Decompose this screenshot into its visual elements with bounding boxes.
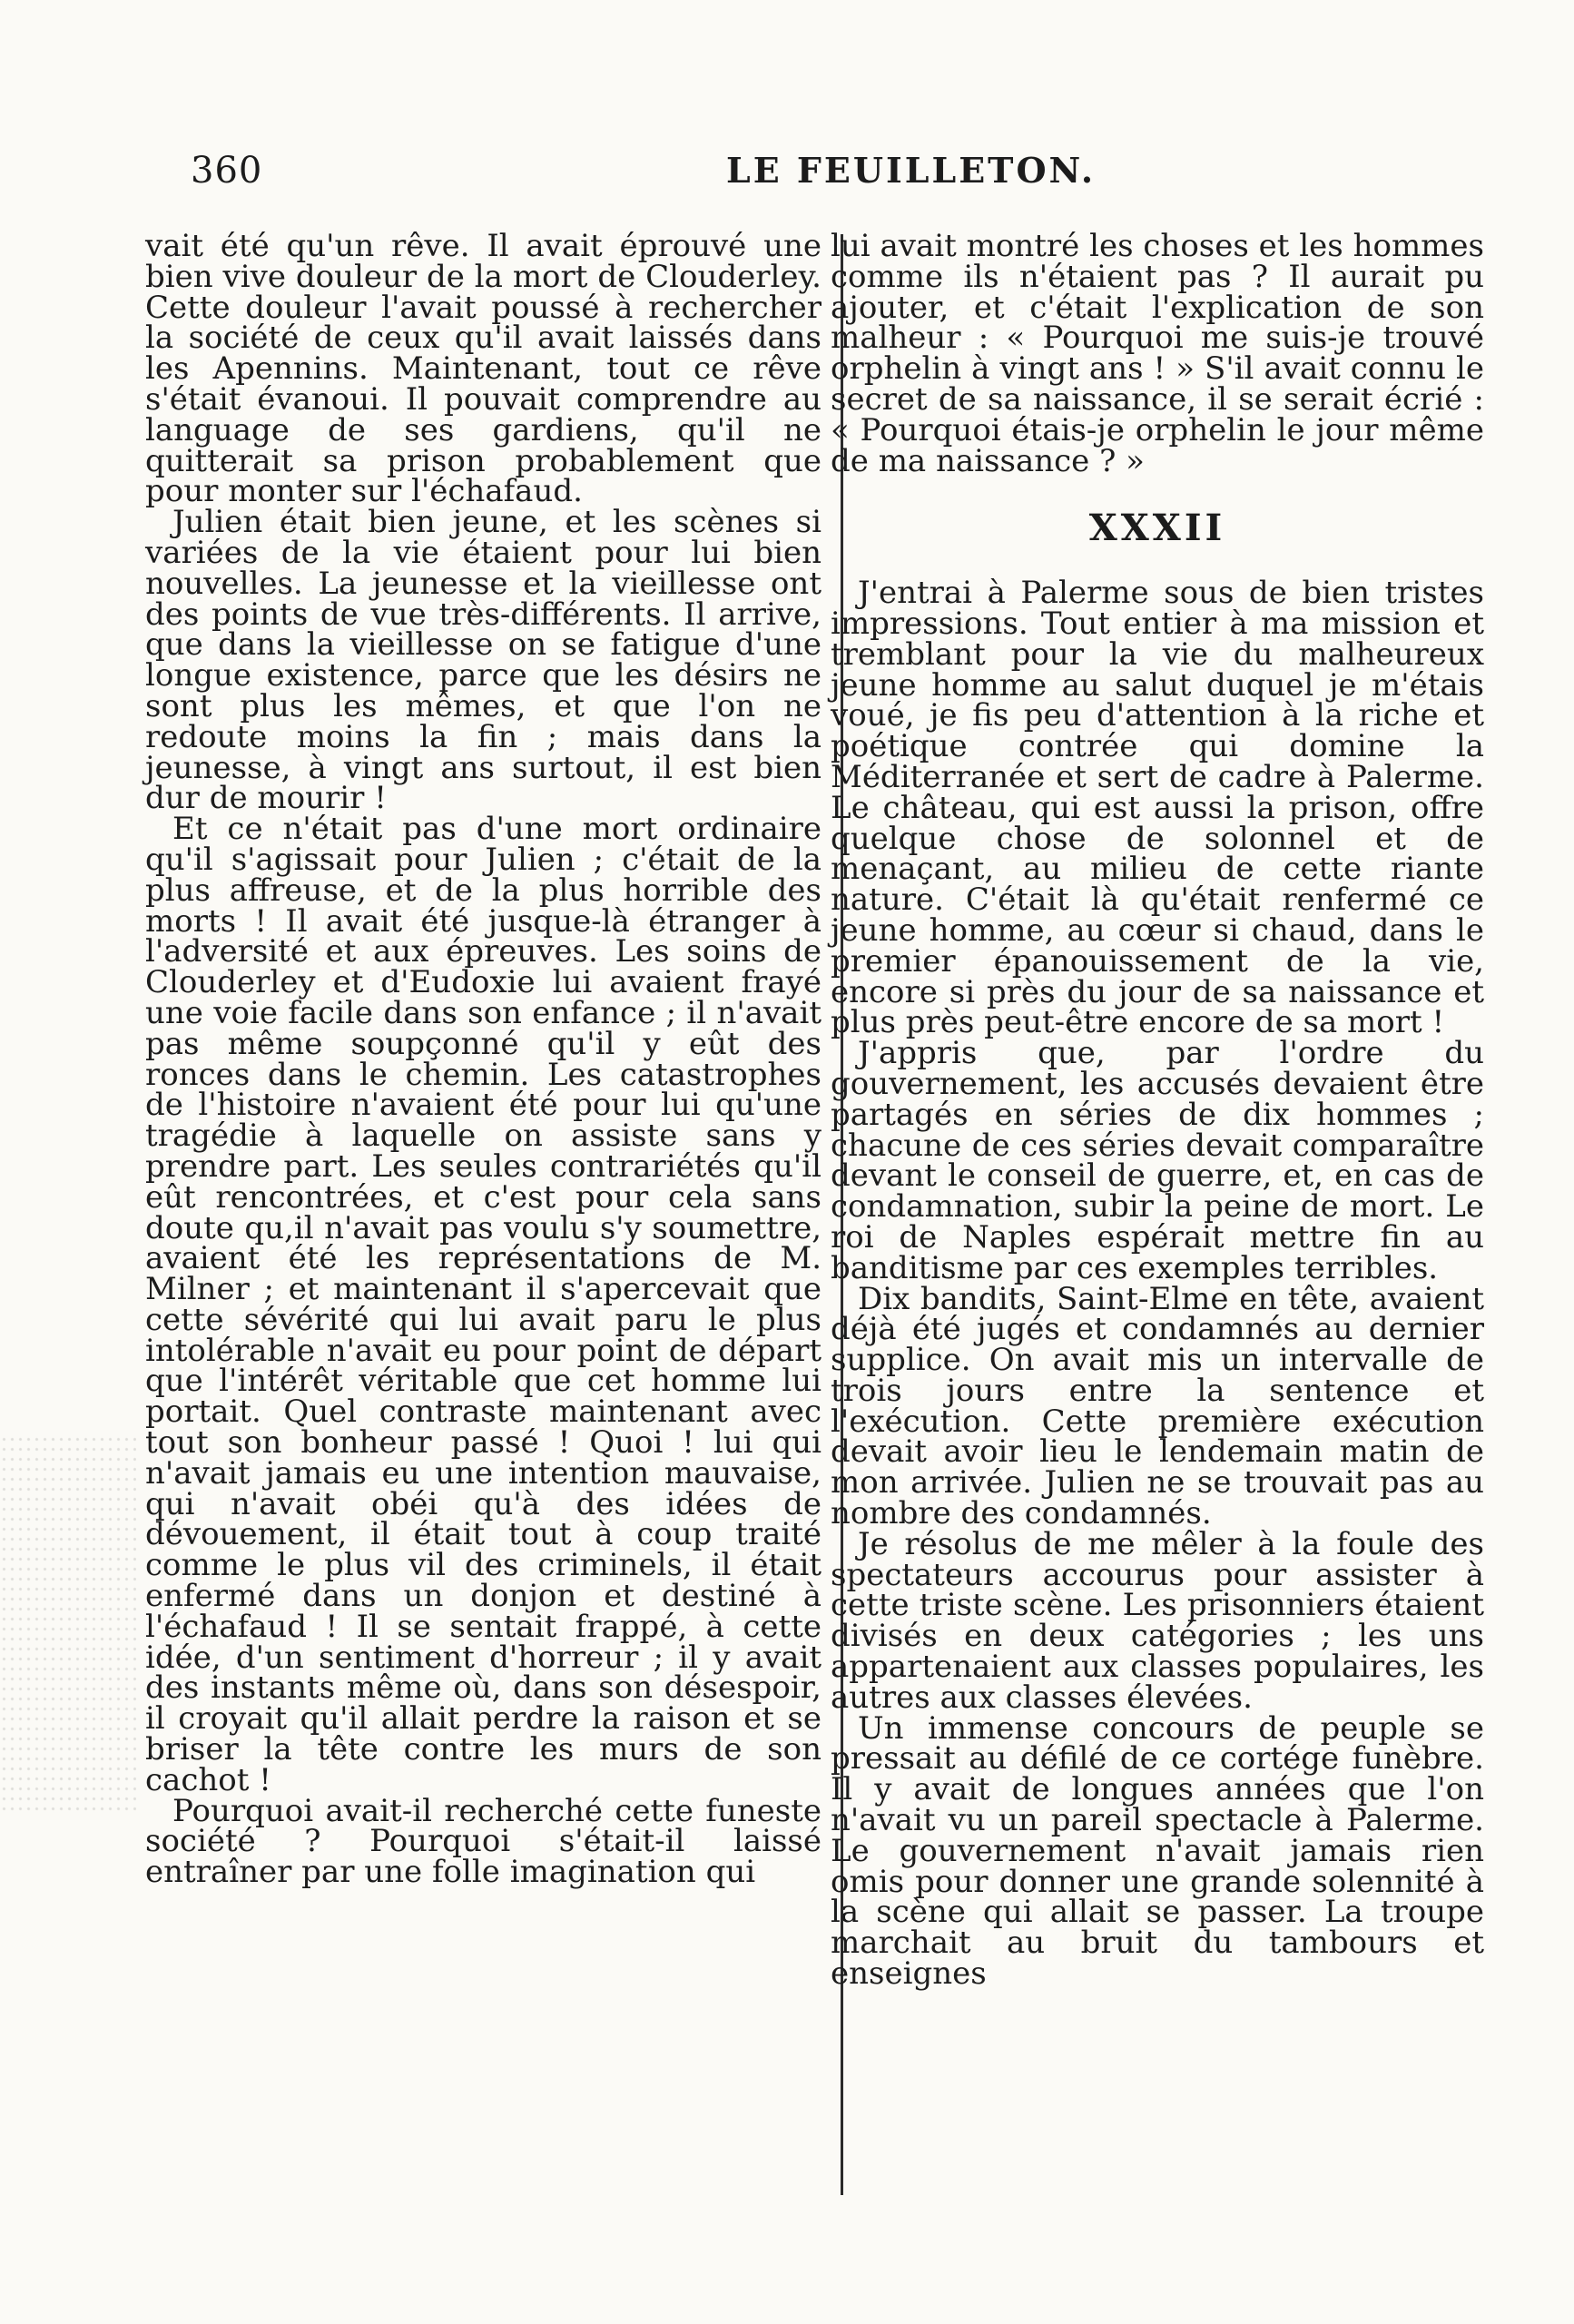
paragraph: vait été qu'un rêve. Il avait éprouvé une bien vive douleur de la mort de Clouderley. Cette douleur l'avait poussé à rechercher la société de ceux qu'il avait laissés dans les Apennins. Maintenant, tout ce rêve s'était évanoui. Il pouvait comprendre au language de ses gardiens, qu'il ne quitterait sa prison probablement que pour monter sur l'échafaud. [145, 228, 821, 510]
paragraph: Pourquoi avait-il recherché cette funeste société ? Pourquoi s'était-il laissé entraîner par une folle imagination qui [145, 1792, 821, 1891]
chapter-heading: XXXII [1088, 507, 1226, 550]
running-title: LE FEUILLETON. [726, 150, 1097, 191]
paragraph: Un immense concours de peuple se pressait au défilé de ce cortége funèbre. Il y avait de longues années que l'on n'avait vu un pareil spectacle à Palerme. Le gouvernement n'avait jamais rien omis pour donner une grande solennité à la scène qui allait se passer. La troupe marchait au bruit du tambours et enseignes [831, 1709, 1484, 1993]
left-column [145, 228, 821, 1891]
paragraph: Et ce n'était pas d'une mort ordinaire qu'il s'agissait pour Julien ; c'était de la plus affreuse, et de la plus horrible des morts ! Il avait été jusque-là étranger à l'adversité et aux épreuves. Les soins de Clouderley et d'Eudoxie lui avaient frayé une voie facile dans son enfance ; il n'avait pas même soupçonné qu'il y eût des ronces dans le chemin. Les catastrophes de l'histoire n'avaient été pour lui qu'une tragédie à laquelle on assiste sans y prendre part. Les seules contrariétés qu'il eût rencontrées, et c'est pour cela sans doute qu,il n'avait pas voulu s'y soumettre, avaient été les représentations de M. Milner ; et maintenant il s'apercevait que cette sévérité qui lui avait paru le plus intolérable n'avait eu pour point de départ que l'intérêt véritable que cet homme lui portait. Quel contraste maintenant avec tout son bonheur passé ! Quoi ! lui qui n'avait jamais eu une intention mauvaise, qui n'avait obéi qu'à des idées de dévouement, il était tout à coup traité comme le plus vil des criminels, il était enfermé dans un donjon et destiné à l'échafaud ! Il se sentait frappé, à cette idée, d'un sentiment d'horreur ; il y avait des instants même où, dans son désespoir, il croyait qu'il allait perdre la raison et se briser la tête contre les murs de son cachot ! [145, 811, 821, 1798]
right-column [831, 228, 1484, 1993]
paragraph: lui avait montré les choses et les hommes comme ils n'étaient pas ? Il aurait pu ajouter, et c'était l'explication de son malheur : « Pourquoi me suis-je trouvé orphelin à vingt ans ! » S'il avait connu le secret de sa naissance, il se serait écrié : « Pourquoi étais-je orphelin le jour même de ma naissance ? » [831, 228, 1484, 479]
paragraph: Je résolus de me mêler à la foule des spectateurs accourus pour assister à cette triste scène. Les prisonniers étaient divisés en deux catégories ; les uns appartenaient aux classes populaires, les autres aux classes élevées. [831, 1525, 1484, 1716]
paragraph: J'appris que, par l'ordre du gouvernement, les accusés devaient être partagés en séries de dix hommes ; chacune de ces séries devait comparaître devant le conseil de guerre, et, en cas de condamnation, subir la peine de mort. Le roi de Naples espérait mettre fin au banditisme par ces exemples terribles. [831, 1035, 1484, 1286]
page-number: 360 [191, 150, 263, 192]
paragraph: Julien était bien jeune, et les scènes si variées de la vie étaient pour lui bien nouvelles. La jeunesse et la vieillesse ont des points de vue très-différents. Il arrive, que dans la vieillesse on se fatigue d'une longue existence, parce que les désirs ne sont plus les mêmes, et que l'on ne redoute moins la fin ; mais dans la jeunesse, à vingt ans surtout, il est bien dur de mourir ! [145, 504, 821, 817]
paper-speckle-decoration [0, 1434, 136, 1816]
paragraph: Dix bandits, Saint-Elme en tête, avaient déjà été jugés et condamnés au dernier supplice. On avait mis un intervalle de trois jours entre la sentence et l'exécution. Cette première exécution devait avoir lieu le lendemain matin de mon arrivée. Julien ne se trouvait pas au nombre des condamnés. [831, 1280, 1484, 1532]
page-header [182, 150, 1434, 204]
paragraph: J'entrai à Palerme sous de bien tristes impressions. Tout entier à ma mission et tremblant pour la vie du malheureux jeune homme au salut duquel je m'étais voué, je fis peu d'attention à la riche et poétique contrée qui domine la Méditerranée et sert de cadre à Palerme. Le château, qui est aussi la prison, offre quelque chose de solonnel et de menaçant, au milieu de cette riante nature. C'était là qu'était renfermé ce jeune homme, au cœur si chaud, dans le premier épanouissement de la vie, encore si près du jour de sa naissance et plus près peut-être encore de sa mort ! [831, 575, 1484, 1041]
